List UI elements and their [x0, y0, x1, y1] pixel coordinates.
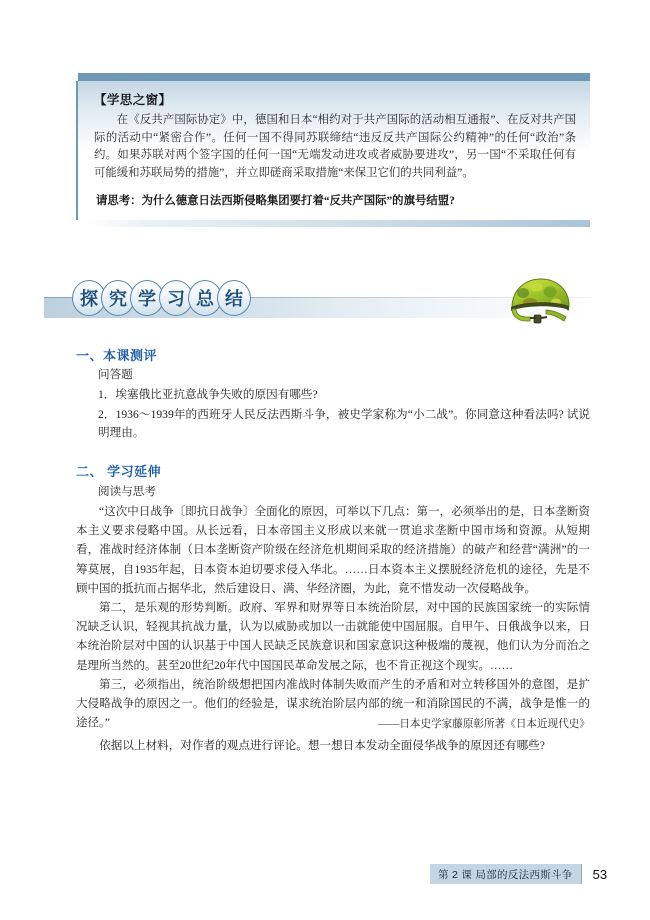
banner-char-oval: 究 — [101, 280, 135, 316]
source-attribution: ——日本史学家藤原彰所著《日本近现代史》 — [378, 719, 590, 730]
military-helmet-icon — [506, 276, 576, 328]
banner-char-oval: 学 — [130, 280, 164, 316]
think-window-box — [76, 73, 590, 227]
footer-chapter-label: 第 2 课 局部的反法西斯斗争 — [430, 864, 582, 884]
think-box-body — [76, 81, 590, 220]
reading-paragraph-three: 第三，必须指出，统治阶级想把国内准战时体制失败而产生的矛盾和对立转移国外的意图，是扩大侵略战争的原因之一。他们的经验是，谋求统治阶层内部的统一和消除国民的不满，战争是惟一的途径。” — [76, 679, 590, 730]
section-heading-one: 一、本课测评 — [76, 348, 158, 363]
section-one-sublabel: 问答题 — [98, 368, 133, 381]
reading-paragraph-one: “这次中日战争〔即抗日战争〕全面化的原因，可举以下几点：第一，必须举出的是，日本垄断资本主义要求侵略中国。从长远看，日本帝国主义形成以来就一贯追求垄断中国市场和资源。从短期看，准战时经济体制（日本垄断资产阶级在经济危机期间采取的经济措施）的破产和经营“满洲”的一筹莫展，自1935年起，日本资本迫切要求侵入华北。……日本资本主义摆脱经济危机的途径，先是不顾中国的抵抗而占据华北，然后建设日、满、华经济圈，为此，竟不惜发动一次侵略战争。 — [76, 506, 590, 595]
page-footer — [430, 864, 620, 884]
think-box-question-label: 请思考： — [96, 195, 142, 207]
banner-char-oval: 总 — [188, 280, 222, 316]
section-one-question — [98, 406, 590, 442]
reading-paragraph-two: 第二，是乐观的形势判断。政府、军界和财界等日本统治阶层，对中国的民族国家统一的实际情况缺乏认识，轻视其抗战力量，认为以威胁或加以一击就能使中国屈服。自甲午、日俄战争以来，日本统治阶层对中国的认识基于中国人民缺乏民族意识和国家意识这种极端的蔑视，他们认为分而治之是理所当然的。甚至20世纪20年代中国国民革命发展之际，也不肯正视这个现实。…… — [76, 602, 590, 672]
think-box-question — [96, 193, 576, 210]
think-box-title: 【学思之窗】 — [94, 93, 172, 107]
page-number: 53 — [592, 866, 608, 882]
banner-char-oval: 探 — [72, 280, 106, 316]
section-heading-two: 二、 学习延伸 — [76, 464, 162, 479]
think-box-question-text: 为什么德意日法西斯侵略集团要打着“反共产国际”的旗号结盟? — [141, 195, 455, 207]
section-one-question-text: 2．1936～1939年的西班牙人民反法西斯斗争，被史学家称为“小二战”。你同意这种看法吗? 试说明理由。 — [98, 408, 590, 439]
think-box-paragraph: 在《反共产国际协定》中，德国和日本“相约对于共产国际的活动相互通报”、在反对共产国际的活动中“紧密合作”。任何一国不得同苏联缔结“违反反共产国际公约精神”的任何“政治”条约。如果苏联对两个签字国的任何一国“无端发动进攻或者威胁要进攻”，另一国“不采取任何有可能缓和苏联局势的措施”，并立即磋商采取措施“来保卫它们的共同利益”。 — [94, 114, 576, 179]
closing-prompt: 依据以上材料，对作者的观点进行评论。想一想日本发动全面侵华战争的原因还有哪些? — [99, 739, 545, 752]
banner-char-oval: 习 — [159, 280, 193, 316]
banner-char-oval: 结 — [217, 280, 251, 316]
think-box-bottom-bar — [86, 220, 590, 227]
think-box-top-bar — [78, 73, 590, 81]
section-banner — [44, 276, 590, 338]
banner-title — [72, 280, 246, 316]
section-two-sublabel: 阅读与思考 — [98, 485, 156, 498]
section-one-question: 1．埃塞俄比亚抗意战争失败的原因有哪些? — [98, 388, 318, 401]
